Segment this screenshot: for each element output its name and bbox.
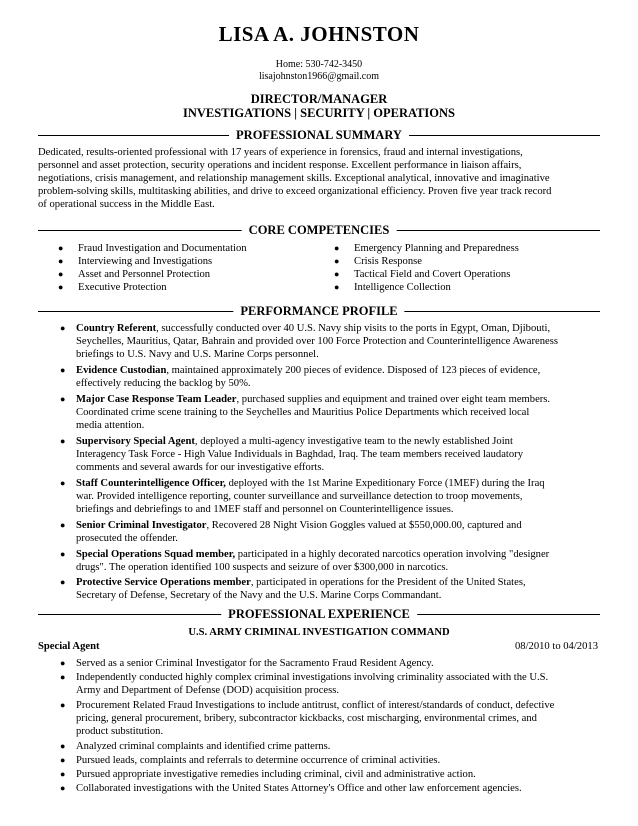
bullet-icon: ●	[60, 520, 66, 530]
summary-line: of operational success in the Middle East.	[38, 199, 215, 211]
performance-line: briefings to U.S. Navy and U.S. Marine Corps personnel.	[76, 349, 319, 360]
duty-item: Pursued appropriate investigative remedies including criminal, civil and administrative action.	[76, 769, 476, 780]
performance-line: Seychelles, Mauritius, Qatar, Bahrain and provided over 100 Force Protection and Counterintelligence Awareness	[76, 336, 558, 347]
duty-line: Army and Department of Defense (DOD) acquisition process.	[76, 685, 339, 696]
target-fields: INVESTIGATIONS | SECURITY | OPERATIONS	[182, 106, 455, 120]
bullet-icon: ●	[60, 658, 66, 668]
duty-line: product substitution.	[76, 726, 164, 737]
bullet-icon: ●	[334, 269, 340, 279]
bullet-icon: ●	[60, 700, 66, 710]
bullet-icon: ●	[58, 269, 64, 279]
performance-item: Country Referent, successfully conducted over 40 U.S. Navy ship visits to the ports in Egypt, Oman, Djibouti,	[76, 323, 551, 334]
bullet-icon: ●	[58, 256, 64, 266]
bullet-icon: ●	[60, 755, 66, 765]
performance-line: briefings and debriefings to and 1MEF staff and personnel on Counterintelligence issues.	[76, 504, 454, 515]
competencies-heading: CORE COMPETENCIES	[242, 222, 397, 238]
performance-line: effectively reducing the backlog by 50%.	[76, 378, 251, 389]
candidate-name: LISA A. JOHNSTON	[218, 22, 420, 46]
summary-line: Dedicated, results-oriented professional with 17 years of experience in forensics, fraud and internal investigations,	[38, 147, 523, 158]
performance-line: war. Provided intelligence reporting, counter surveillance and surveillance detection to troop movements,	[76, 491, 523, 502]
performance-item: Evidence Custodian, maintained approximately 200 pieces of evidence. Disposed of 123 pieces of evidence,	[76, 365, 541, 376]
duty-item: Served as a senior Criminal Investigator for the Sacramento Fraud Resident Agency.	[76, 658, 434, 669]
bullet-icon: ●	[60, 741, 66, 751]
bullet-icon: ●	[58, 282, 64, 292]
bullet-icon: ●	[334, 256, 340, 266]
summary-line: negotiations, crisis management, and relationship management skills. Exceptional analytical, innovative and imaginative	[38, 173, 550, 185]
summary-line: personnel and asset protection, security operations and incident response. Excellent performance in liaison affairs,	[38, 160, 522, 172]
performance-line: drugs". The operation identified 100 suspects and seizure of over $300,000 in narcotics.	[76, 562, 449, 573]
experience-section-header	[38, 606, 600, 622]
summary-section-header	[38, 127, 600, 143]
job-title: Special Agent	[38, 641, 100, 652]
competencies-right-column	[334, 242, 594, 294]
competency-item: ● Emergency Planning and Preparedness	[334, 243, 519, 254]
employer-name: U.S. ARMY CRIMINAL INVESTIGATION COMMAND	[188, 627, 450, 638]
performance-line: Interagency Task Force - High Value Individuals in Baghdad, Iraq. The team members received laudatory	[76, 449, 523, 460]
role-label: Staff Counterintelligence Officer,	[76, 478, 226, 489]
duty-item: Procurement Related Fraud Investigations to include antitrust, conflict of interest/standards of conduct, defective	[76, 700, 555, 711]
duty-item: Analyzed criminal complaints and identified crime patterns.	[76, 741, 331, 752]
role-label: Senior Criminal Investigator	[76, 520, 207, 531]
performance-item: Supervisory Special Agent, deployed a multi-agency investigative team to the newly established Joint	[76, 436, 513, 447]
role-label: Major Case Response Team Leader	[76, 394, 237, 405]
performance-line: comments and several awards for our investigative efforts.	[76, 462, 325, 473]
performance-line: Coordinated crime scene training to the Seychelles and Mauritius Police Departments which received local	[76, 407, 530, 418]
performance-line: Secretary of Defense, Secretary of the Navy and the U.S. Marine Corps Commandant.	[76, 590, 442, 601]
performance-line: media attention.	[76, 420, 145, 431]
bullet-icon: ●	[60, 436, 66, 446]
performance-item: Protective Service Operations member, participated in operations for the President of the United States,	[76, 577, 526, 588]
email-address: lisajohnston1966@gmail.com	[258, 71, 380, 82]
performance-item: Staff Counterintelligence Officer, deployed with the 1st Marine Expeditionary Force (1MEF) during the Iraq	[76, 478, 545, 489]
duty-line: pricing, general procurement, bribery, subcontractor kickbacks, cost mischarging, environmental crimes, and	[76, 713, 537, 724]
job-dates: 08/2010 to 04/2013	[515, 641, 598, 652]
bullet-icon: ●	[60, 549, 66, 559]
role-label: Supervisory Special Agent	[76, 436, 195, 447]
duty-item: Collaborated investigations with the United States Attorney's Office and other law enforcement agencies.	[76, 783, 522, 794]
performance-section-header	[38, 303, 600, 319]
target-title: DIRECTOR/MANAGER	[250, 92, 388, 106]
bullet-icon: ●	[58, 243, 64, 253]
bullet-icon: ●	[60, 783, 66, 793]
competencies-left-column	[58, 242, 318, 294]
summary-paragraph	[38, 146, 600, 211]
competency-item: ● Fraud Investigation and Documentation	[58, 243, 247, 254]
role-label: Special Operations Squad member,	[76, 549, 236, 560]
performance-item: Major Case Response Team Leader, purchased supplies and equipment and trained over eight team members.	[76, 394, 551, 405]
bullet-icon: ●	[60, 365, 66, 375]
role-label: Country Referent	[76, 323, 157, 334]
bullet-icon: ●	[60, 672, 66, 682]
competency-item: ● Tactical Field and Covert Operations	[334, 269, 511, 280]
competency-item: ● Executive Protection	[58, 282, 167, 293]
performance-line: prosecuted the offender.	[76, 533, 178, 544]
bullet-icon: ●	[60, 323, 66, 333]
bullet-icon: ●	[334, 243, 340, 253]
bullet-icon: ●	[334, 282, 340, 292]
duty-item: Independently conducted highly complex criminal investigations involving criminality associated with the U.S.	[76, 672, 549, 683]
competencies-section-header	[38, 222, 600, 238]
summary-line: problem-solving skills, multitasking abilities, and drive to exceed organizational efficiency. Proven five year track record	[38, 186, 552, 198]
role-label: Protective Service Operations member	[76, 577, 251, 588]
bullet-icon: ●	[60, 394, 66, 404]
competency-item: ● Intelligence Collection	[334, 282, 451, 293]
bullet-icon: ●	[60, 478, 66, 488]
bullet-icon: ●	[60, 577, 66, 587]
competency-item: ● Asset and Personnel Protection	[58, 269, 211, 280]
phone-number: Home: 530-742-3450	[275, 59, 363, 70]
summary-heading: PROFESSIONAL SUMMARY	[229, 127, 409, 143]
bullet-icon: ●	[60, 769, 66, 779]
performance-item: Special Operations Squad member, participated in a highly decorated narcotics operation involving "designer	[76, 549, 550, 560]
performance-heading: PERFORMANCE PROFILE	[233, 303, 404, 319]
experience-heading: PROFESSIONAL EXPERIENCE	[221, 606, 417, 622]
performance-item: Senior Criminal Investigator, Recovered 28 Night Vision Goggles valued at $550,000.00, captured and	[76, 520, 522, 531]
competency-item: ● Interviewing and Investigations	[58, 256, 213, 267]
role-label: Evidence Custodian	[76, 365, 167, 376]
competency-item: ● Crisis Response	[334, 256, 422, 267]
duty-item: Pursued leads, complaints and referrals to determine occurrence of criminal activities.	[76, 755, 441, 766]
